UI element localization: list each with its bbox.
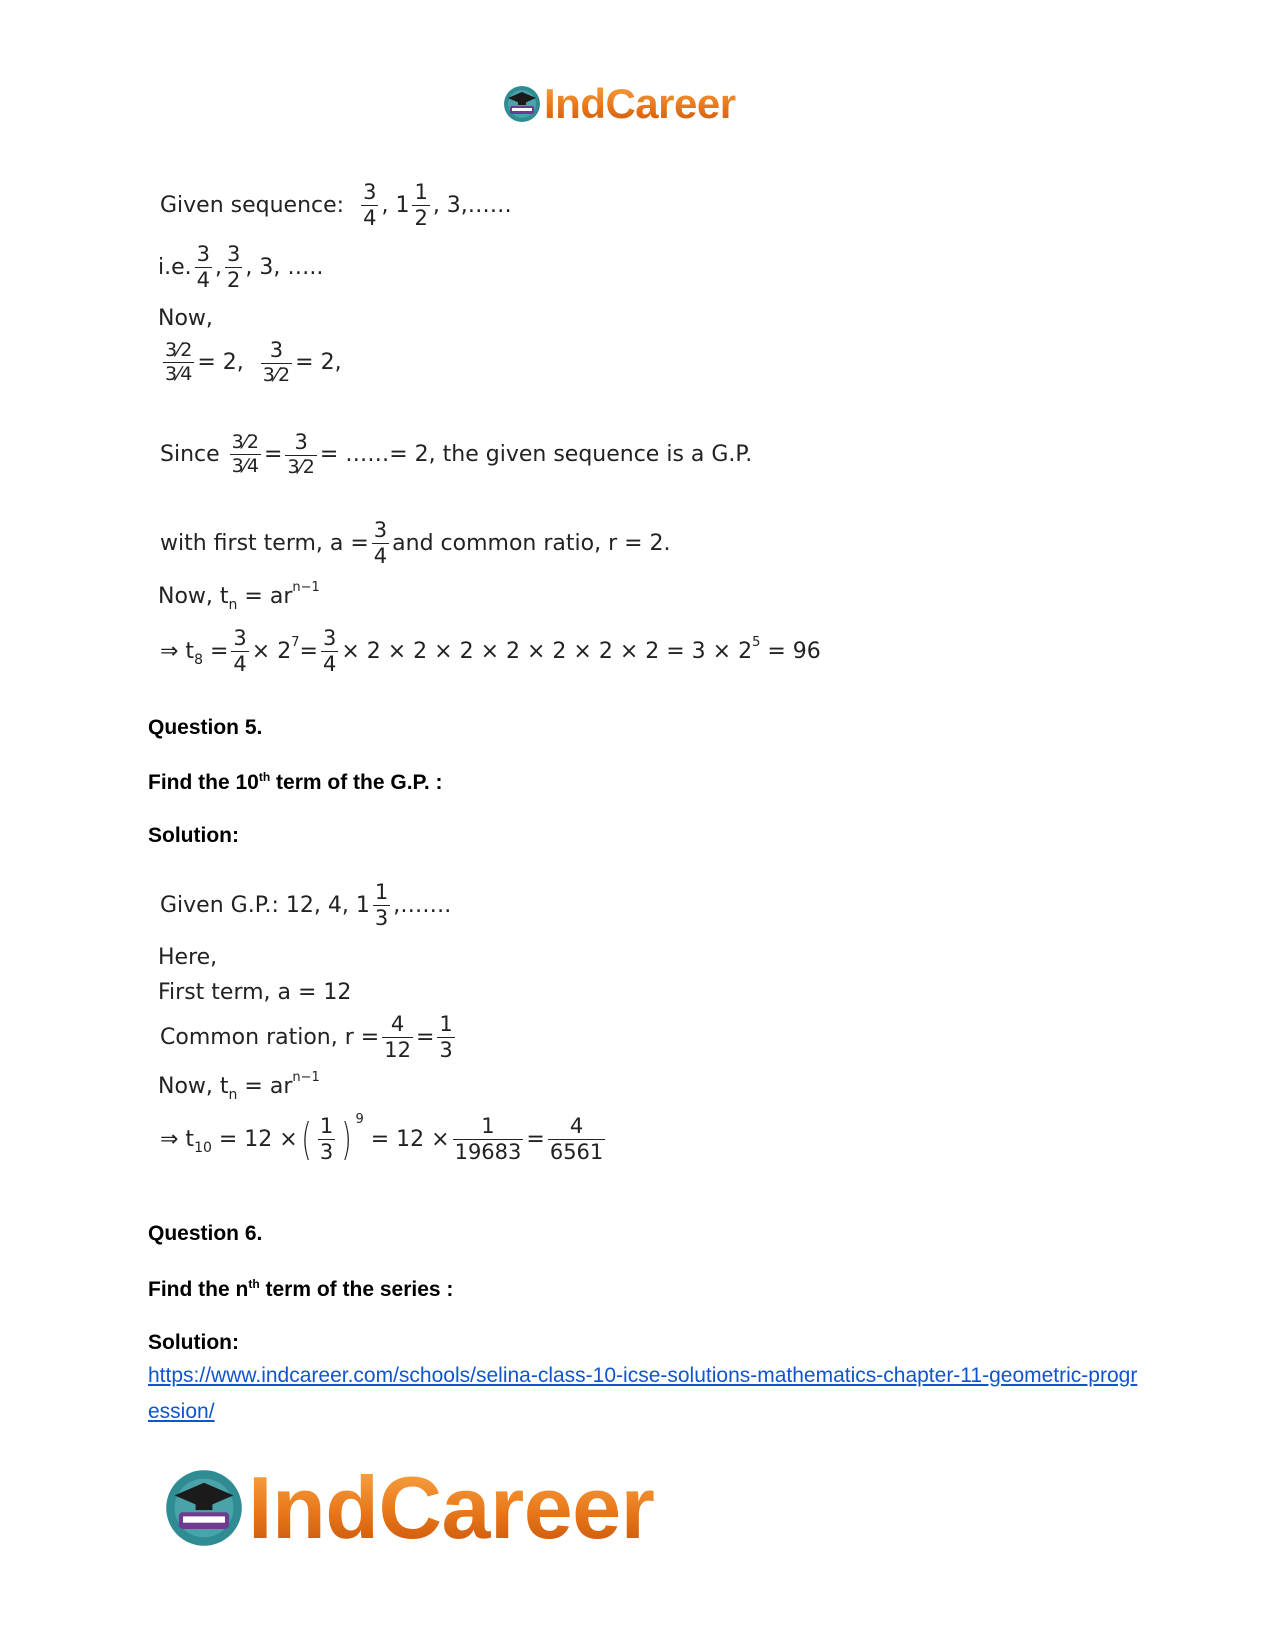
- header-logo: [502, 80, 736, 128]
- question-6-solution-label: Solution:: [148, 1331, 239, 1354]
- ratio-check-line: $\frac{3⁄2}{3⁄4}$ = 2, $\frac{3}{3⁄2}$ = 2,: [165, 338, 342, 386]
- here-label: Here,: [158, 945, 218, 970]
- footer-logo: [162, 1458, 655, 1557]
- graduation-cap-book-icon: [162, 1466, 246, 1550]
- question-6-heading: Question 6.: [148, 1222, 263, 1245]
- source-link[interactable]: https://www.indcareer.com/schools/selina-class-10-icse-solutions-mathematics-chapter-11-geometric-progression/: [148, 1364, 1138, 1423]
- t8-computation-line: ⇒ t 8 = $\frac{3}{4}$ × 2 7 = $\frac{3}{4}$ × 2 × 2 × 2 × 2 × 2 × 2 × 2 = 3 × 2 5 = 96: [160, 626, 821, 676]
- given-gp-line: Given G.P.: 12, 4, 1 $\frac{1}{3}$ ,…….: [160, 880, 452, 930]
- t10-computation-line: ⇒ t 10 = 12 × ( $\frac{1}{3}$ ) 9 = 12 × $\frac{1}{19683}$ = $\frac{4}{6561}$: [160, 1112, 604, 1165]
- question-5-solution-label: Solution:: [148, 824, 239, 847]
- graduation-cap-book-icon: [502, 84, 542, 124]
- question-5-heading: Question 5.: [148, 716, 263, 739]
- question-5-prompt: Find the 10th term of the G.P. :: [148, 770, 443, 794]
- question-6-prompt: Find the $n^{th}$ term of the series :: [148, 1277, 454, 1301]
- common-ratio-line: Common ration, r = $\frac{4}{12}$ = $\frac{1}{3}$: [160, 1012, 453, 1062]
- header-logo-text: IndCareer: [544, 80, 736, 127]
- given-sequence-line: Given sequence: $\frac{3}{4}$ , 1 $\frac{1}{2}$ , 3,……: [160, 180, 512, 230]
- first-term-line: with first term, a = $\frac{3}{4}$ and common ratio, r = 2.: [160, 518, 671, 568]
- since-gp-line: Since $\frac{3⁄2}{3⁄4}$ = $\frac{3}{3⁄2}$ = …… = 2, the given sequence is a G.P.: [160, 430, 753, 478]
- general-term-line-2: Now, t n = ar n−1: [158, 1070, 320, 1103]
- now-label: Now,: [158, 306, 213, 331]
- first-term-12: First term, a = 12: [158, 980, 352, 1005]
- general-term-line: Now, t n = ar n−1: [158, 580, 320, 613]
- ie-sequence-line: i.e. $\frac{3}{4}$ , $\frac{3}{2}$ , 3, …..: [158, 242, 324, 292]
- footer-logo-text: IndCareer: [248, 1458, 655, 1557]
